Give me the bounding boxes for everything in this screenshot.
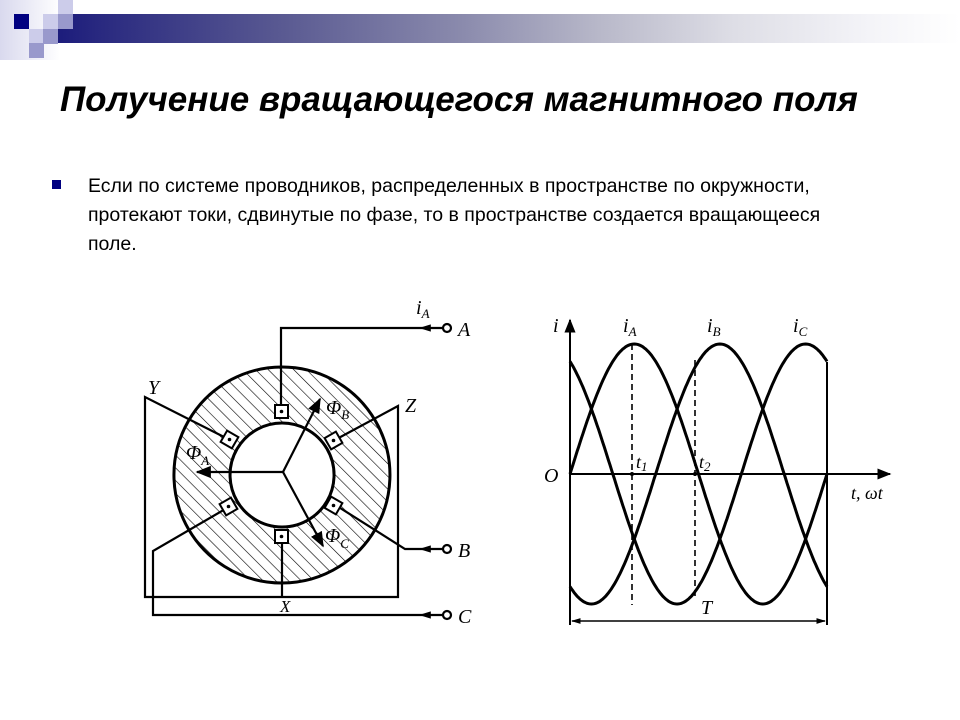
origin-label: O xyxy=(544,465,559,487)
label-current-a: $i_A$ xyxy=(416,297,430,321)
three-phase-current-chart xyxy=(544,315,890,625)
bullet-text: Если по системе проводников, распределенных в пространстве по окружности, протекают токи, сдвинутые по фазе, то в пространстве создается вращающееся поле. xyxy=(88,175,821,255)
label-terminal-c: C xyxy=(458,606,472,628)
label-flux-b: $\Phi_B$ xyxy=(326,397,350,422)
t2-label: t2 xyxy=(699,452,711,474)
slide-title: Получение вращающегося магнитного поля xyxy=(60,80,858,119)
period-label: T xyxy=(701,597,713,619)
legend-ia: $i_A$ xyxy=(623,315,637,339)
terminal-c-icon xyxy=(443,611,451,619)
label-terminal-b: B xyxy=(458,540,471,562)
y-axis-label: i xyxy=(553,315,559,337)
label-flux-a: $\Phi_A$ xyxy=(186,442,210,468)
label-end-x: X xyxy=(280,597,291,616)
t1-label: t1 xyxy=(636,452,648,474)
legend-ib: $i_B$ xyxy=(707,315,721,339)
terminal-a-icon xyxy=(443,324,451,332)
legend-ic: $i_C$ xyxy=(793,315,808,339)
label-terminal-a: A xyxy=(458,319,471,341)
stator-diagram xyxy=(145,324,451,619)
label-flux-c: $\Phi_C$ xyxy=(325,525,349,551)
label-end-z: Z xyxy=(405,395,417,417)
label-end-y: Y xyxy=(148,377,160,399)
terminal-b-icon xyxy=(443,545,451,553)
x-axis-label: t, ωt xyxy=(851,483,883,503)
